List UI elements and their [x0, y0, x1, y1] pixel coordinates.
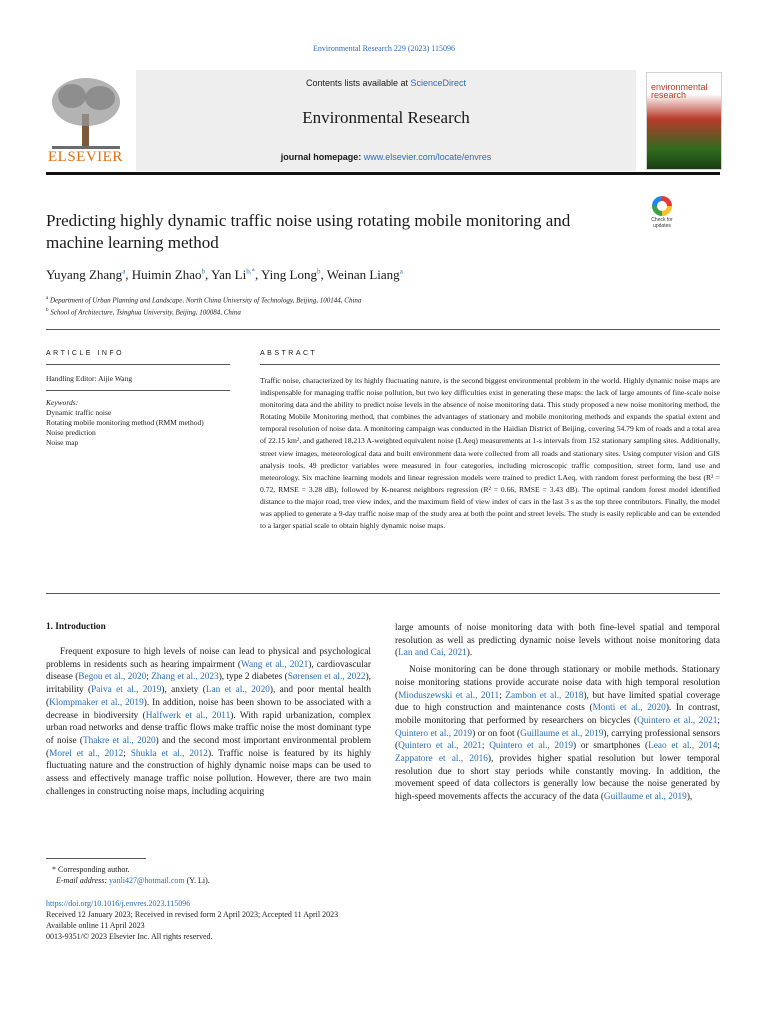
- author-list: Yuyang Zhang$^a$, Huimin Zhao$^b$, Yan $Li^{b,*}$, Ying Long$^b$, Weinan Liang$^a$: [46, 267, 403, 282]
- citation-link[interactable]: Sørensen et al., 2022: [287, 672, 366, 683]
- cover-title: [651, 83, 708, 99]
- body-text: ), but have limited spatial coverage due to high construction and maintenance costs (: [395, 690, 720, 714]
- citation-link[interactable]: Mioduszewski et al., 2011: [398, 690, 500, 701]
- author-affiliation-mark[interactable]: a: [399, 267, 403, 276]
- author-affiliation-mark[interactable]: a: [122, 267, 126, 276]
- cover-title-line1: environmental: [651, 82, 708, 92]
- body-text: ) or smartphones (: [573, 741, 649, 752]
- abstract-rule: [260, 364, 720, 365]
- citation-link[interactable]: Morel et al., 2012: [49, 748, 124, 759]
- body-text: ).: [466, 648, 473, 659]
- article-info-heading: ARTICLE INFO: [46, 350, 125, 357]
- crossmark-icon-center: [657, 201, 667, 211]
- author-affiliation-mark[interactable]: b,*: [246, 267, 255, 276]
- publisher-name: ELSEVIER: [48, 149, 123, 165]
- citation-link[interactable]: Thakre et al., 2020: [82, 735, 156, 746]
- body-text: ), anxiety (: [161, 685, 206, 696]
- citation-link[interactable]: Wang et al., 2021: [240, 659, 309, 670]
- citation-link[interactable]: Lan et al., 2020: [205, 685, 270, 696]
- journal-cover-image[interactable]: [646, 72, 722, 170]
- body-text: ;: [123, 748, 131, 759]
- author-affiliation-mark[interactable]: b: [201, 267, 205, 276]
- body-text: ), cardiovascular disease (: [46, 659, 372, 683]
- keyword: Noise map: [46, 438, 79, 447]
- crossmark-label: [646, 217, 678, 229]
- body-text: large amounts of noise monitoring data with both fine-level spatial and temporal resolution as well as predicting dynamic noise levels without noise monitoring data (: [395, 623, 720, 659]
- body-paragraph: [46, 646, 371, 798]
- running-head[interactable]: Environmental Research 229 (2023) 115096: [313, 44, 455, 53]
- affiliation-text: School of Architecture, Tsinghua University, Beijing, 100084, China: [50, 308, 241, 317]
- email-link[interactable]: yanli427@hotmail.com: [109, 876, 185, 885]
- body-text: ). Traffic noise is featured by its highly fluctuating nature and the construction of highly dynamic noise maps can be used to assess and effectively manage traffic noise pollution. However, there are two main challenges in constructing noise maps, including acquiring: [46, 748, 371, 797]
- doi-link[interactable]: https://doi.org/10.1016/j.envres.2023.115096: [46, 899, 191, 908]
- citation-link[interactable]: Quintero et al., 2021: [398, 741, 482, 752]
- citation-link[interactable]: Klompmaker et al., 2019: [49, 697, 144, 708]
- affiliation-mark: a: [46, 296, 49, 301]
- handling-editor: Handling Editor: Aijie Wang: [46, 374, 133, 383]
- body-text: ). In addition, noise has been shown to be associated with a decrease in biodiversity (: [46, 697, 371, 721]
- affiliation-text: Department of Urban Planning and Landscape, North China University of Technology, Beijing, 100144, China: [49, 296, 362, 305]
- body-text: ). With rapid urbanization, complex urban road networks and dense traffic flows make traffic noise the most dominant type of noise (: [46, 710, 372, 746]
- masthead-divider: [46, 172, 720, 175]
- citation-link[interactable]: Quintero et al., 2019: [395, 728, 473, 739]
- citation-link[interactable]: Quintero et al., 2019: [489, 741, 574, 752]
- keywords-rule: [46, 390, 230, 391]
- citation-link[interactable]: Quintero et al., 2021: [637, 715, 718, 726]
- affiliation: [46, 308, 241, 316]
- citation-link[interactable]: Leao et al., 2014: [648, 741, 718, 752]
- body-text: Frequent exposure to high levels of noise can lead to physical and psychological problems in residents such as hearing impairment (: [46, 647, 371, 670]
- citation-link[interactable]: Zhang et al., 2023: [151, 672, 219, 683]
- journal-name: Environmental Research: [302, 108, 470, 127]
- author-affiliation-mark[interactable]: b: [316, 267, 321, 276]
- body-text: ), provides higher spatial resolution but lower temporal resolution due to short stay periods while constantly moving. In addition, the movement speed of data collectors is generally low because the noise generated by high-speed movements affects the accuracy of the data (: [395, 754, 720, 803]
- elsevier-tree-icon: [46, 74, 126, 154]
- body-text: ) or on foot (: [472, 728, 521, 739]
- corresponding-author-note: [46, 864, 210, 886]
- corresponding-label: Corresponding author.: [58, 865, 130, 874]
- body-text: Noise monitoring can be done through stationary or mobile methods. Stationary noise monitoring stations provide accurate noise data with high temporal resolution (: [395, 665, 720, 701]
- author[interactable]: Yan Li: [211, 267, 247, 282]
- introduction-heading: 1. Introduction: [46, 622, 106, 632]
- author[interactable]: Huimin Zhao: [131, 267, 202, 282]
- body-text: ;: [717, 715, 720, 726]
- body-paragraph: [395, 664, 720, 804]
- keyword: Rotating mobile monitoring method (RMM method): [46, 418, 204, 427]
- author[interactable]: Ying Long: [260, 267, 317, 282]
- affiliation: [46, 296, 361, 304]
- body-text: ;: [481, 741, 490, 752]
- citation-link[interactable]: Guillaume et al., 2019: [603, 792, 687, 803]
- received-dates: Received 12 January 2023; Received in revised form 2 April 2023; Accepted 11 April 2023: [46, 910, 339, 919]
- crossmark-label-line2: updates: [653, 223, 671, 229]
- journal-band: [136, 70, 636, 171]
- asterisk-mark: *: [52, 865, 56, 874]
- keyword: Noise prediction: [46, 428, 96, 437]
- body-text: ), and poor mental health (: [46, 685, 371, 708]
- citation-link[interactable]: Monti et al., 2020: [592, 703, 666, 714]
- body-text: ;: [146, 672, 152, 683]
- article-info-rule: [46, 364, 230, 365]
- cover-title-line2: research: [651, 90, 687, 100]
- available-online: Available online 11 April 2023: [46, 921, 145, 930]
- abstract-text: Traffic noise, characterized by its highly fluctuating nature, is the second biggest environmental problem in the world. Highly dynamic noise maps are indispensable for managing traffic noise pollution, but two key difficulties exist in generating these maps: the lack of large amounts of fine-scale noise monitoring data and the ability to predict noise levels in the absence of noise monitoring data. This study proposed a new noise monitoring method, the Rotating Mobile Monitoring method, that combines the advantages of stationary and mobile monitoring methods and expands the spatial extent and temporal resolution of noise data. A monitoring campaign was conducted in the Haidian District of Beijing, covering 54.79 km of roads and a total area of 22.15 km², and gathered 18,213 A-weighted equivalent noise (LAeq) measurements at 1-s intervals from 152 stationary sampling sites. Additionally, street view images, meteorological data and built environment data were collected from all roads and stationary sites. Using computer vision and GIS analysis tools, 49 predictor variables were measured in four categories, including microscopic traffic composition, street form, land use and meteorology. Six machine learning models and linear regression models were trained to predict LAeq, with random forest performing the best (R² = 0.72, RMSE = 3.28 dB), followed by K-nearest neighbors regression (R² = 0.66, RMSE = 3.43 dB). The optimal random forest model identified distance to the major road, tree view index, and the maximum field of view index of cars in the last 3 s as the top three contributors. Finally, the model was applied to generate a 9-day traffic noise map of the study area at both the point and street levels. The study is easily replicable and can be extended to a larger spatial scale to obtain highly dynamic noise maps.: [260, 376, 720, 531]
- header-divider: [46, 329, 720, 330]
- citation-link[interactable]: Lan and Cai, 2021: [398, 648, 467, 659]
- author[interactable]: Weinan Liang: [326, 267, 400, 282]
- citation-link[interactable]: Zappatore et al., 2016: [395, 754, 488, 765]
- check-for-updates-badge[interactable]: [646, 196, 678, 232]
- homepage-label: journal homepage:: [280, 152, 364, 162]
- affiliation-mark: b: [46, 308, 49, 313]
- body-paragraph: [395, 622, 720, 660]
- citation-link[interactable]: Paiva et al., 2019: [91, 685, 162, 696]
- citation-link[interactable]: Begou et al., 2020: [78, 672, 147, 683]
- body-text: ), type 2 diabetes (: [218, 672, 288, 683]
- publication-details: [46, 898, 338, 942]
- citation-link[interactable]: Zambon et al., 2018: [505, 690, 584, 701]
- journal-masthead: [46, 70, 720, 171]
- contents-prefix: Contents lists available at: [305, 78, 411, 88]
- keywords-block: [46, 398, 230, 448]
- keyword: Dynamic traffic noise: [46, 408, 112, 417]
- contents-line: [136, 78, 636, 88]
- crossmark-label-line1: Check for: [651, 217, 673, 223]
- introduction-left-column: [46, 646, 371, 802]
- abstract-heading: ABSTRACT: [260, 350, 318, 357]
- email-suffix: (Y. Li).: [184, 876, 210, 885]
- citation-link[interactable]: Shukla et al., 2012: [130, 748, 208, 759]
- copyright-line: 0013-9351/© 2023 Elsevier Inc. All rights reserved.: [46, 932, 213, 941]
- introduction-right-column: [395, 622, 720, 808]
- body-text: ), irritability (: [46, 672, 371, 696]
- citation-link[interactable]: Halfwerk et al., 2011: [145, 710, 231, 721]
- abstract-divider: [46, 593, 720, 594]
- body-text: ),: [686, 792, 693, 803]
- body-text: ;: [717, 741, 720, 752]
- body-text: ). In contrast, mobile monitoring that performed by researchers on bicycles (: [395, 703, 720, 726]
- homepage-line: [136, 152, 636, 162]
- author[interactable]: Yuyang Zhang: [46, 267, 123, 282]
- body-text: ) and the second most important environmental problem (: [46, 735, 371, 759]
- email-label: E-mail address:: [56, 876, 108, 885]
- citation-link[interactable]: Guillaume et al., 2019: [520, 728, 604, 739]
- sciencedirect-link[interactable]: ScienceDirect: [410, 78, 467, 88]
- article-title: Predicting highly dynamic traffic noise using rotating mobile monitoring and machine learning method: [46, 211, 571, 252]
- elsevier-logo[interactable]: [46, 74, 126, 170]
- homepage-link[interactable]: www.elsevier.com/locate/envres: [363, 152, 492, 162]
- body-text: ), carrying professional sensors (: [395, 728, 720, 752]
- body-text: ;: [499, 690, 506, 701]
- keywords-label: Keywords:: [46, 398, 79, 407]
- footnote-divider: [46, 858, 146, 859]
